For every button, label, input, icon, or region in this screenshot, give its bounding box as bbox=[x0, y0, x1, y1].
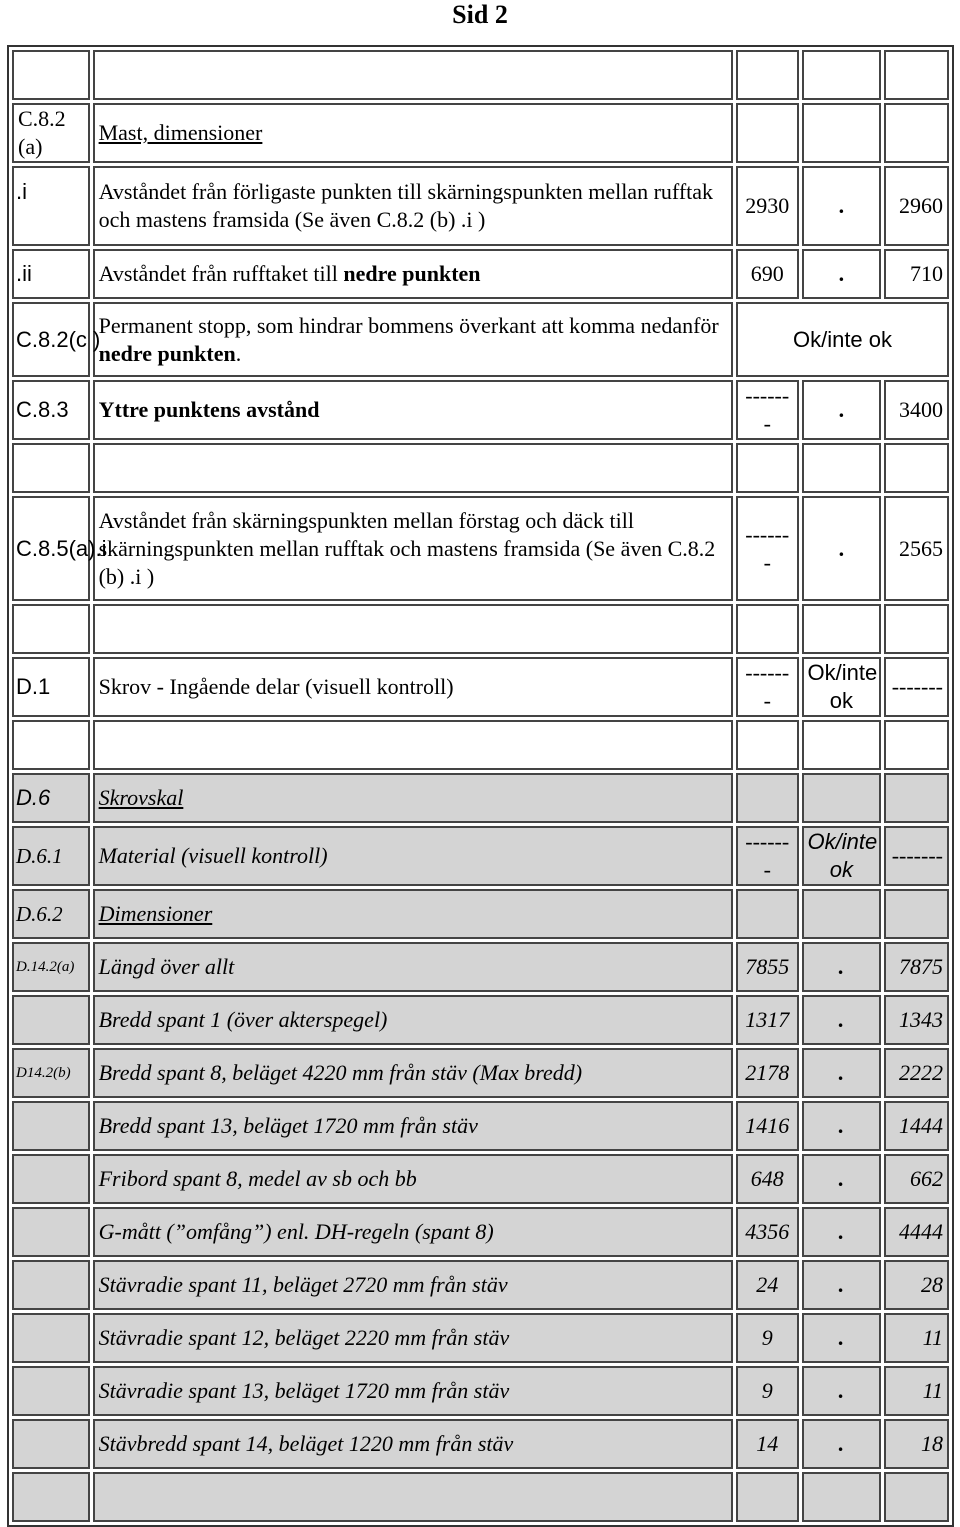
max-value: 28 bbox=[884, 1260, 949, 1310]
max-value: 2565 bbox=[884, 496, 949, 601]
inspection-table bbox=[7, 45, 954, 1527]
measurement-row bbox=[12, 1313, 949, 1363]
table-row bbox=[12, 773, 949, 823]
row-code: C.8.2 (a) bbox=[12, 103, 90, 163]
row-text bbox=[93, 302, 733, 377]
blank-row bbox=[12, 604, 949, 654]
table-row bbox=[12, 249, 949, 299]
text-bold: nedre punkten bbox=[343, 261, 481, 286]
max-value: ------- bbox=[884, 657, 949, 717]
blank-row bbox=[12, 720, 949, 770]
measurement-row bbox=[12, 1207, 949, 1257]
row-text: Stävradie spant 11, beläget 2720 mm från stäv bbox=[93, 1260, 733, 1310]
separator: . bbox=[802, 1313, 882, 1363]
measurement-row bbox=[12, 942, 949, 992]
row-heading bbox=[93, 773, 733, 823]
max-value: ------- bbox=[884, 826, 949, 886]
row-heading bbox=[93, 889, 733, 939]
table-row bbox=[12, 496, 949, 601]
text-part: Permanent stopp, som hindrar bommens överkant att komma nedanför bbox=[98, 312, 719, 338]
max-value: 710 bbox=[884, 249, 949, 299]
row-text: Stävbredd spant 14, beläget 1220 mm från stäv bbox=[93, 1419, 733, 1469]
measurement-row bbox=[12, 1101, 949, 1151]
separator: . bbox=[802, 1207, 882, 1257]
row-code bbox=[12, 1154, 90, 1204]
row-text: Avståndet från förligaste punkten till skärningspunkten mellan rufftak och mastens framsida (Se även C.8.2 (b) .i ) bbox=[93, 166, 733, 246]
separator: . bbox=[802, 1419, 882, 1469]
row-code: C.8.5(a).i bbox=[12, 496, 90, 601]
min-value: 690 bbox=[736, 249, 799, 299]
row-text: Avståndet från skärningspunkten mellan förstag och däck till skärningspunkten mellan rufftak och mastens framsida (Se även C.8.2 (b) .i ) bbox=[93, 496, 733, 601]
row-code: D.6.1 bbox=[12, 826, 90, 886]
separator: . bbox=[802, 496, 882, 601]
row-code: D.6 bbox=[12, 773, 90, 823]
heading-text: Mast, dimensioner bbox=[98, 120, 263, 145]
measurement-row bbox=[12, 1154, 949, 1204]
row-text: Material (visuell kontroll) bbox=[93, 826, 733, 886]
measurement-row bbox=[12, 1366, 949, 1416]
max-value: 4444 bbox=[884, 1207, 949, 1257]
check-value: Ok/inte ok bbox=[736, 302, 949, 377]
separator: . bbox=[802, 1048, 882, 1098]
row-heading bbox=[93, 103, 733, 163]
measurement-rows bbox=[12, 942, 949, 1469]
blank-row bbox=[12, 1472, 949, 1522]
min-value: 2930 bbox=[736, 166, 799, 246]
row-code: .i bbox=[12, 166, 90, 246]
blank-row bbox=[12, 443, 949, 493]
min-value: 7855 bbox=[736, 942, 799, 992]
check-value: Ok/inte ok bbox=[802, 826, 882, 886]
min-value: ------- bbox=[736, 657, 799, 717]
max-value: 3400 bbox=[884, 380, 949, 440]
min-value: ------- bbox=[736, 496, 799, 601]
row-text bbox=[93, 249, 733, 299]
measurement-row bbox=[12, 1260, 949, 1310]
min-value: 4356 bbox=[736, 1207, 799, 1257]
min-value: 1317 bbox=[736, 995, 799, 1045]
check-value: Ok/inte ok bbox=[802, 657, 882, 717]
separator: . bbox=[802, 380, 882, 440]
row-text: Bredd spant 1 (över akterspegel) bbox=[93, 995, 733, 1045]
min-value: ------- bbox=[736, 380, 799, 440]
measurement-row bbox=[12, 1048, 949, 1098]
max-value: 7875 bbox=[884, 942, 949, 992]
table-row bbox=[12, 826, 949, 886]
text-bold: Yttre punktens avstånd bbox=[98, 397, 320, 422]
separator: . bbox=[802, 166, 882, 246]
text-bold: nedre punkten bbox=[98, 340, 236, 366]
row-code: .ii bbox=[12, 249, 90, 299]
row-code bbox=[12, 1101, 90, 1151]
max-value: 2222 bbox=[884, 1048, 949, 1098]
max-value: 11 bbox=[884, 1366, 949, 1416]
table-row bbox=[12, 657, 949, 717]
min-value: 2178 bbox=[736, 1048, 799, 1098]
row-code: D.14.2(a) bbox=[12, 942, 90, 992]
separator: . bbox=[802, 1366, 882, 1416]
table-row bbox=[12, 103, 949, 163]
separator: . bbox=[802, 1101, 882, 1151]
min-value: 648 bbox=[736, 1154, 799, 1204]
row-code: C.8.2(c ) bbox=[12, 302, 90, 377]
text-part: Avståndet från rufftaket till bbox=[98, 261, 344, 286]
min-value: 9 bbox=[736, 1313, 799, 1363]
max-value: 11 bbox=[884, 1313, 949, 1363]
row-code bbox=[12, 1313, 90, 1363]
min-value: 1416 bbox=[736, 1101, 799, 1151]
row-text bbox=[93, 380, 733, 440]
min-value: 14 bbox=[736, 1419, 799, 1469]
separator: . bbox=[802, 1154, 882, 1204]
row-text: Fribord spant 8, medel av sb och bb bbox=[93, 1154, 733, 1204]
row-code: C.8.3 bbox=[12, 380, 90, 440]
page-title: Sid 2 bbox=[452, 0, 508, 29]
min-value: ------- bbox=[736, 826, 799, 886]
row-text: Skrov - Ingående delar (visuell kontroll) bbox=[93, 657, 733, 717]
max-value: 18 bbox=[884, 1419, 949, 1469]
separator: . bbox=[802, 1260, 882, 1310]
row-code bbox=[12, 1207, 90, 1257]
measurement-row bbox=[12, 995, 949, 1045]
max-value: 662 bbox=[884, 1154, 949, 1204]
separator: . bbox=[802, 249, 882, 299]
row-code bbox=[12, 1260, 90, 1310]
table-row bbox=[12, 380, 949, 440]
blank-row bbox=[12, 50, 949, 100]
row-text: G-mått (”omfång”) enl. DH-regeln (spant 8) bbox=[93, 1207, 733, 1257]
row-code: D.1 bbox=[12, 657, 90, 717]
table-row bbox=[12, 166, 949, 246]
row-code: D.6.2 bbox=[12, 889, 90, 939]
row-code bbox=[12, 995, 90, 1045]
row-text: Bredd spant 8, beläget 4220 mm från stäv (Max bredd) bbox=[93, 1048, 733, 1098]
min-value: 24 bbox=[736, 1260, 799, 1310]
text-part: . bbox=[235, 340, 242, 366]
max-value: 2960 bbox=[884, 166, 949, 246]
measurement-row bbox=[12, 1419, 949, 1469]
separator: . bbox=[802, 995, 882, 1045]
row-code bbox=[12, 1419, 90, 1469]
heading-text: Skrovskal bbox=[98, 785, 184, 810]
table-row bbox=[12, 889, 949, 939]
row-code bbox=[12, 1366, 90, 1416]
separator: . bbox=[802, 942, 882, 992]
table-row bbox=[12, 302, 949, 377]
row-text: Stävradie spant 13, beläget 1720 mm från stäv bbox=[93, 1366, 733, 1416]
min-value: 9 bbox=[736, 1366, 799, 1416]
row-text: Bredd spant 13, beläget 1720 mm från stäv bbox=[93, 1101, 733, 1151]
row-code: D14.2(b) bbox=[12, 1048, 90, 1098]
row-text: Stävradie spant 12, beläget 2220 mm från stäv bbox=[93, 1313, 733, 1363]
row-text: Längd över allt bbox=[93, 942, 733, 992]
heading-text: Dimensioner bbox=[98, 901, 213, 926]
max-value: 1343 bbox=[884, 995, 949, 1045]
max-value: 1444 bbox=[884, 1101, 949, 1151]
